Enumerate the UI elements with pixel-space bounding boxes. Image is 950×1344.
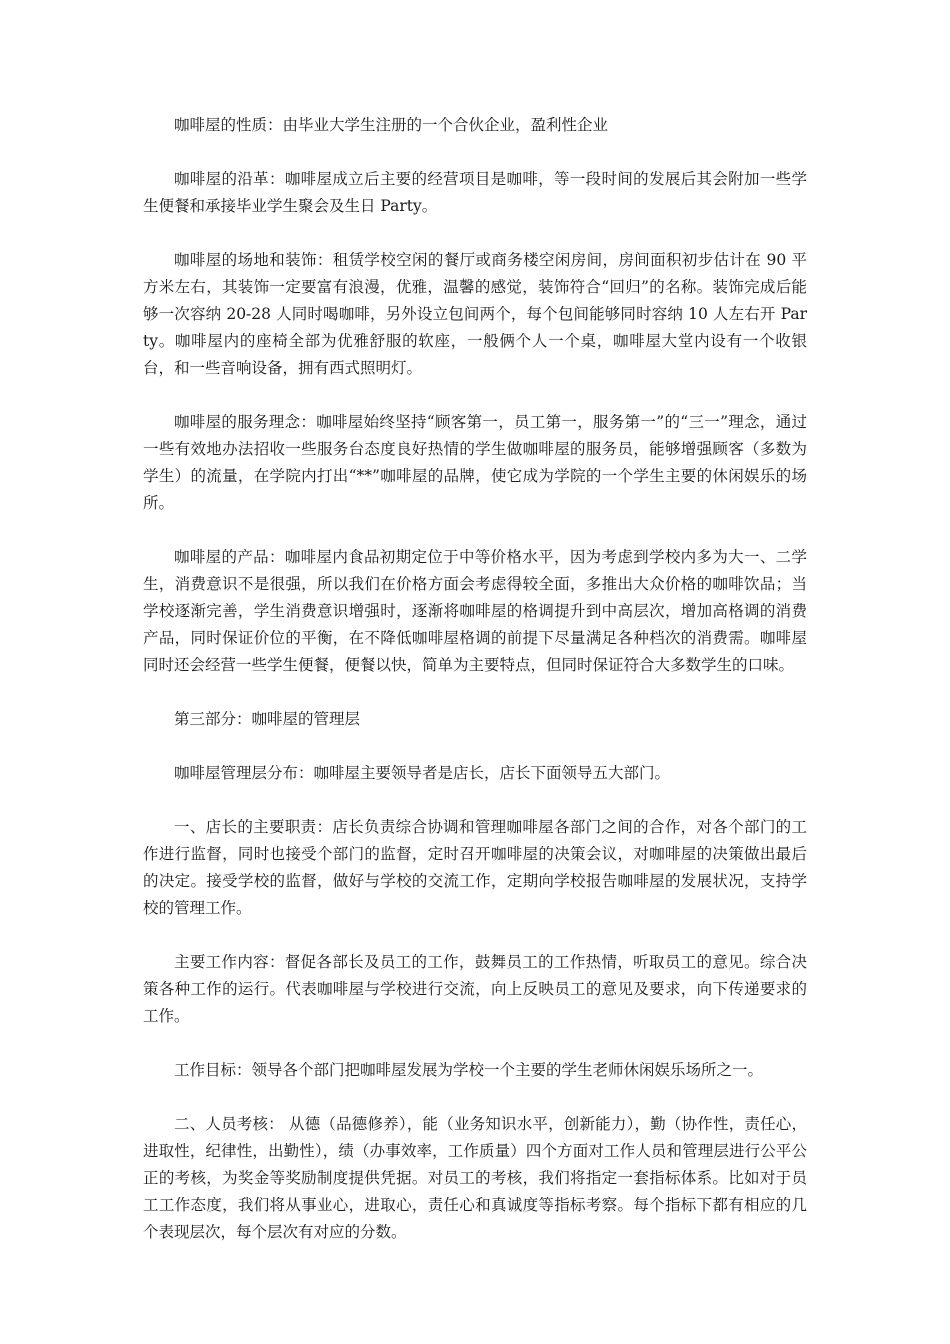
paragraph-products: 咖啡屋的产品：咖啡屋内食品初期定位于中等价格水平，因为考虑到学校内多为大一、二学生，消费意识不是很强，所以我们在价格方面会考虑得较全面，多推出大众价格的咖啡饮品；当学校逐渐完善，学生消费意识增强时，逐渐将咖啡屋的格调提升到中高层次，增加高格调的消费产品，同时保证价位的平衡，在不降低咖啡屋格调的前提下尽量满足各种档次的消费需。咖啡屋同时还会经营一些学生便餐，便餐以快，简单为主要特点，但同时保证符合大多数学生的口味。	[143, 548, 807, 674]
paragraph-main-work: 主要工作内容：督促各部长及员工的工作，鼓舞员工的工作热情，听取员工的意见。综合决策各种工作的运行。代表咖啡屋与学校进行交流，向上反映员工的意见及要求，向下传递要求的工作。	[143, 953, 807, 1025]
paragraph-manager-duties: 一、店长的主要职责：店长负责综合协调和管理咖啡屋各部门之间的合作，对各个部门的工作进行监督，同时也接受个部门的监督，定时召开咖啡屋的决策会议，对咖啡屋的决策做出最后的决定。接受学校的监督，做好与学校的交流工作，定期向学校报告咖啡屋的发展状况，支持学校的管理工作。	[143, 818, 807, 917]
paragraph-history: 咖啡屋的沿革：咖啡屋成立后主要的经营项目是咖啡，等一段时间的发展后其会附加一些学生便餐和承接毕业学生聚会及生日 Party。	[143, 170, 807, 215]
document-body	[143, 112, 807, 1273]
paragraph-nature: 咖啡屋的性质：由毕业大学生注册的一个合伙企业，盈利性企业	[174, 116, 609, 134]
paragraph-service-philosophy: 咖啡屋的服务理念：咖啡屋始终坚持“顾客第一，员工第一，服务第一”的“三一”理念，通过一些有效地办法招收一些服务台态度良好热情的学生做咖啡屋的服务员，能够增强顾客（多数为学生）的流量，在学院内打出“**”咖啡屋的品牌，使它成为学院的一个学生主要的休闲娱乐的场所。	[143, 413, 807, 512]
section-heading-management: 第三部分：咖啡屋的管理层	[174, 710, 361, 728]
paragraph-work-goal: 工作目标：领导各个部门把咖啡屋发展为学校一个主要的学生老师休闲娱乐场所之一。	[174, 1061, 764, 1079]
paragraph-management-structure: 咖啡屋管理层分布：咖啡屋主要领导者是店长，店长下面领导五大部门。	[174, 764, 671, 782]
paragraph-venue-decoration: 咖啡屋的场地和装饰：租赁学校空闲的餐厅或商务楼空闲房间，房间面积初步估计在 90 平方米左右，其装饰一定要富有浪漫，优雅，温馨的感觉，装饰符合“回归”的名称。装饰完成后能够一次容纳 20-28 人同时喝咖啡，另外设立包间两个，每个包间能够同时容纳 10 人左右开 Party。咖啡屋内的座椅全部为优雅舒服的软座，一般俩个人一个桌，咖啡屋大堂内设有一个收银台，和一些音响设备，拥有西式照明灯。	[143, 251, 807, 377]
paragraph-staff-assessment: 二、人员考核： 从德（品德修养），能（业务知识水平，创新能力），勤（协作性，责任心，进取性，纪律性，出勤性），绩（办事效率，工作质量）四个方面对工作人员和管理层进行公平公正的考核，为奖金等奖励制度提供凭据。对员工的考核，我们将指定一套指标体系。比如对于员工工作态度，我们将从事业心，进取心，责任心和真诚度等指标考察。每个指标下都有相应的几个表现层次，每个层次有对应的分数。	[143, 1115, 807, 1241]
